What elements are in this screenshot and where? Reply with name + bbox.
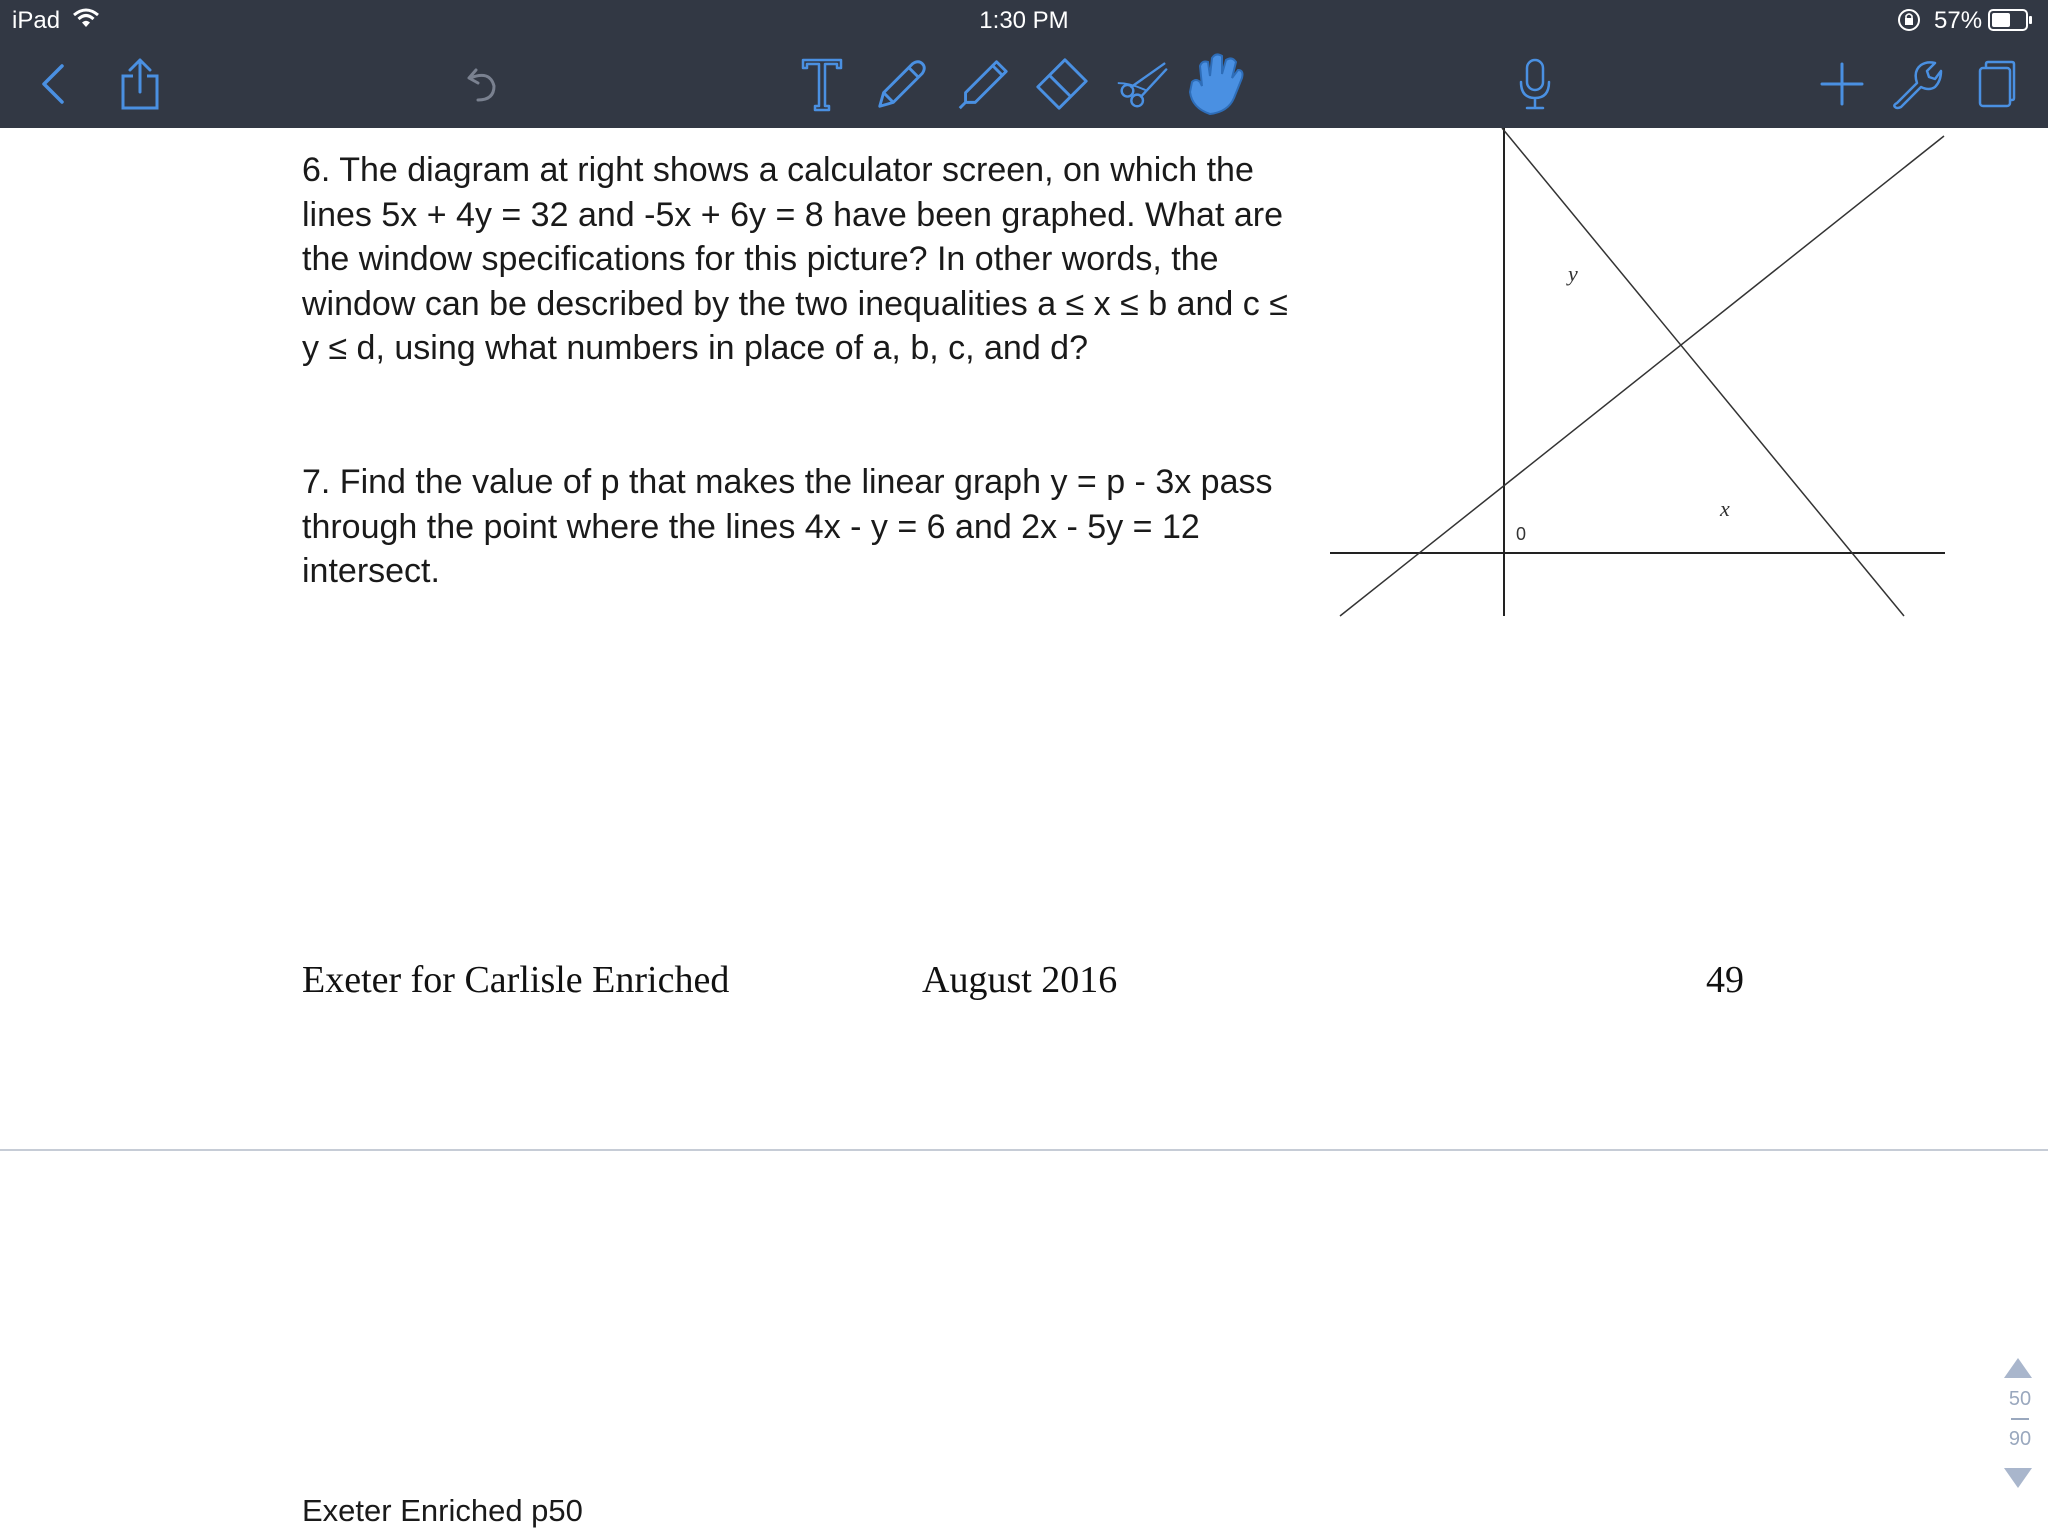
add-icon[interactable]: [1812, 54, 1872, 114]
back-chevron-icon[interactable]: [24, 54, 84, 114]
total-pages: 90: [2008, 1428, 2032, 1450]
page-up-icon[interactable]: [2004, 1358, 2032, 1378]
next-page-label: Exeter Enriched p50: [302, 1493, 583, 1528]
page-divider: [0, 1149, 2048, 1151]
origin-label: 0: [1516, 524, 1527, 544]
microphone-icon[interactable]: [1505, 54, 1565, 114]
text-tool-icon[interactable]: [792, 54, 852, 114]
pages-icon[interactable]: [1964, 54, 2024, 114]
problem-7-text: 7. Find the value of p that makes the linear graph y = p - 3x pass through the point where the lines 4x - y = 6 and 2x - 5y = 12 intersect.: [302, 463, 1273, 590]
calculator-graph: [1330, 128, 1960, 628]
rotation-lock-icon: [1896, 7, 1922, 40]
page-down-icon[interactable]: [2004, 1468, 2032, 1488]
y-axis-label: y: [1568, 261, 1578, 286]
highlighter-tool-icon[interactable]: [952, 54, 1012, 114]
hand-tool-icon[interactable]: [1180, 48, 1250, 118]
settings-wrench-icon[interactable]: [1886, 54, 1946, 114]
problem-6-text: 6. The diagram at right shows a calculator screen, on which the lines 5x + 4y = 32 and -5x + 6y = 8 have been graphed. What are the window specifications for this picture? In other words, the window can be described by the two inequalities a ≤ x ≤ b and c ≤ y ≤ d, using what numbers in place of a, b, c, and d?: [302, 151, 1288, 367]
footer-date: August 2016: [922, 959, 1118, 1001]
current-page: 50: [2008, 1388, 2032, 1410]
document-page: [0, 128, 2048, 1148]
page-separator: [2011, 1418, 2029, 1420]
line-5x-4y-32: [1502, 128, 1904, 616]
device-name: iPad: [12, 7, 61, 34]
eraser-tool-icon[interactable]: [1032, 54, 1092, 114]
toolbar: [0, 40, 2048, 128]
share-icon[interactable]: [110, 54, 170, 114]
x-axis-label: x: [1720, 496, 1730, 521]
pen-tool-icon[interactable]: [872, 54, 932, 114]
battery-icon: [1988, 9, 2034, 38]
undo-icon[interactable]: [452, 54, 512, 114]
status-bar: [0, 0, 2048, 40]
battery-percent: 57%: [1934, 7, 1983, 34]
footer-page-number: 49: [1706, 959, 1744, 1001]
page-navigator: [1996, 1352, 2044, 1532]
line-neg5x-6y-8: [1340, 136, 1944, 616]
footer-title: Exeter for Carlisle Enriched: [302, 959, 730, 1001]
clock: 1:30 PM: [979, 7, 1069, 34]
scissors-tool-icon[interactable]: [1112, 54, 1172, 114]
